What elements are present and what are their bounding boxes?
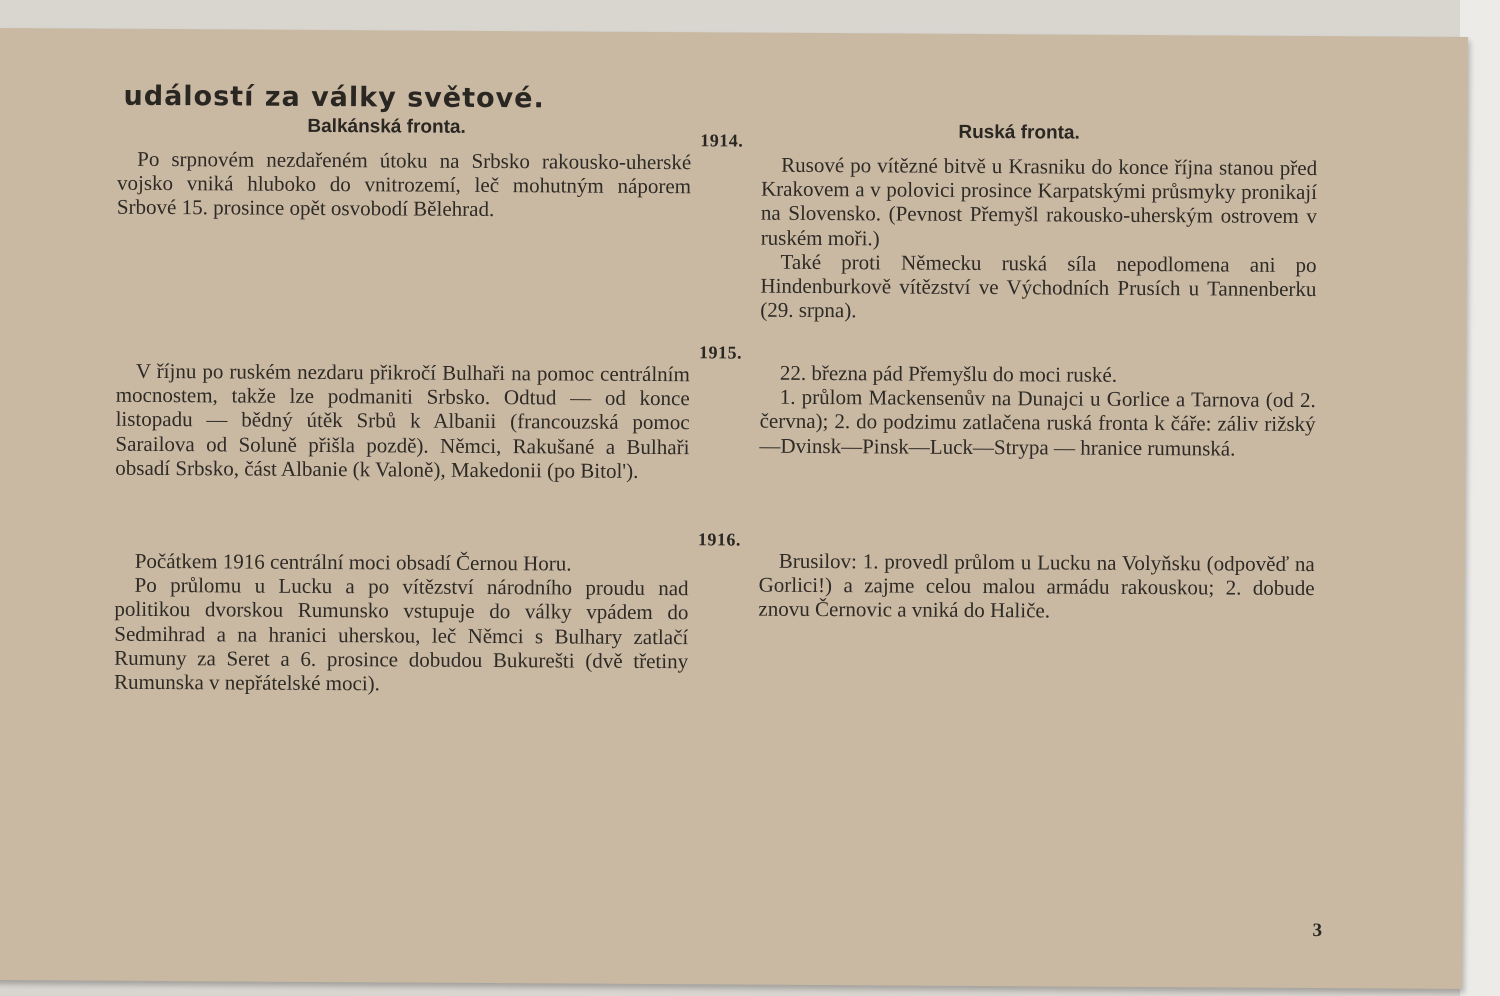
paragraph: Rusové po vítězné bitvě u Krasniku do konce října stanou před Krakovem a v polovici prosince Karpatskými průsmyky pronikají na Slovensko. (Pevnost Přemyšl rakousko-uherským ostrovem v ruském moři.)	[760, 152, 1318, 250]
paragraph: Také proti Německu ruská síla nepodlomena ani po Hindenburkově vítězství ve Východních Prusích u Tannenberku (29. srpna).	[760, 249, 1317, 323]
right-1915-text	[759, 361, 1316, 461]
left-column-title: Balkánská fronta.	[307, 115, 466, 138]
paragraph: V říjnu po ruském nezdaru přikročí Bulhaři na pomoc centrálním mocnostem, takže lze podmaniti Srbsko. Odtud — od konce listopadu — bědný útěk Srbů k Albanii (francouzská pomoc Sarailova od Soluně přišla pozdě). Němci, Rakušané a Bulhaři obsadí Srbsko, část Albanie (k Valoně), Makedonii (po Bitol').	[115, 358, 690, 483]
paragraph: Brusilov: 1. provedl průlom u Lucku na Volyňsku (odpověď na Gorlici!) a zajme celou malou armádu rakouskou; 2. dobude znovu Černovic a vniká do Haliče.	[758, 548, 1315, 623]
right-1916-text	[758, 549, 1314, 625]
paragraph: 1. průlom Mackensenův na Dunajci u Gorlice a Tarnova (od 2. června); 2. do podzimu zatlačena ruská fronta k čáře: záliv rižský—Dvinsk—Pinsk—Luck—Strypa — hranice rumunská.	[759, 384, 1316, 461]
paragraph: Po srpnovém nezdařeném útoku na Srbsko rakousko-uherské vojsko vniká hluboko do vnitrozemí, leč mohutným náporem Srbové 15. prosince opět osvobodí Bělehrad.	[116, 146, 692, 222]
page-number: 3	[1312, 920, 1323, 942]
year-1915: 1915.	[698, 342, 743, 363]
left-1915-text	[115, 359, 690, 484]
book-page	[0, 28, 1468, 989]
year-1916: 1916.	[697, 529, 741, 550]
paragraph: Počátkem 1916 centrální moci obsadí Černou Horu.	[134, 548, 572, 576]
left-1914-text	[117, 147, 691, 223]
right-column-title: Ruská fronta.	[958, 121, 1080, 144]
page-heading: událostí za války světové.	[123, 80, 545, 115]
year-1914: 1914.	[700, 130, 744, 151]
paragraph: 22. března pád Přemyšlu do moci ruské.	[779, 360, 1118, 387]
left-1916-text	[114, 549, 689, 698]
paragraph: Po průlomu u Lucku a po vítězství národního proudu nad politikou dvorskou Rumunsko vstupuje do války vpádem do Sedmihrad a na hranici uherskou, leč Němci s Bulhary zatlačí Rumuny za Seret a 6. prosince dobudou Bukurešti (dvě třetiny Rumunska v nepřátelské moci).	[113, 573, 689, 696]
right-1914-text	[760, 153, 1317, 326]
